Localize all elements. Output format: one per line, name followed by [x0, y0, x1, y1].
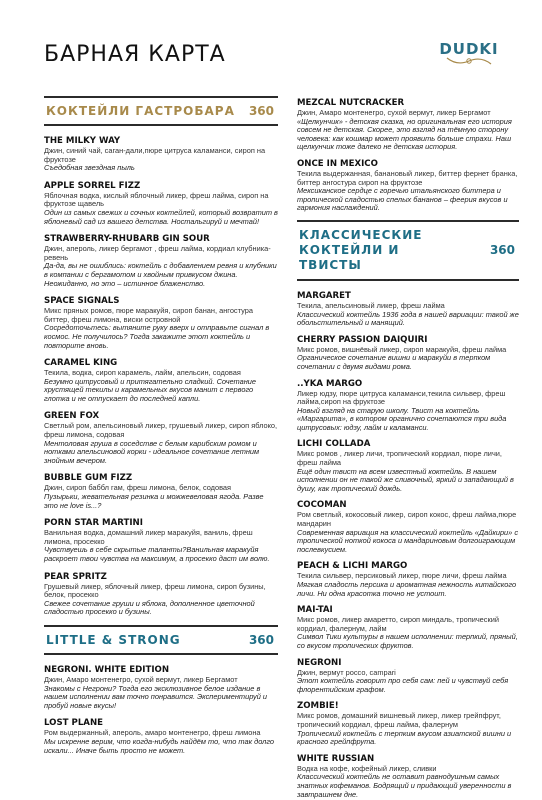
item-name: LICHI COLLADA [297, 439, 371, 450]
item-description: «Щелкунчик» - детская сказка, но оригинальная его история совсем не детская. Скорее, это взгляд на тёмную сторону человека: как кошмар может проявить больше страхи. Наш щелкунчик тоже далеко не детская история. [297, 116, 512, 152]
item-description: Один из самых свежих и сочных коктейлей, который возвратит в яблоневый сад из вашего детства. Ностальгируй и мечтай! [44, 207, 278, 226]
item-ingredients: Джин, апероль, ликер бергамот , фреш лайма, кордиал клубника-ревень [44, 244, 271, 262]
menu-item [44, 718, 278, 755]
item-name: CHERRY PASSION DAIQUIRI [297, 334, 428, 345]
item-description: Свежее сочетание груши и яблока, дополненное цветочной сладостью просекко и бузины. [44, 598, 255, 617]
item-name: NEGRONI. WHITE EDITION [44, 664, 170, 675]
section-header [44, 96, 278, 126]
item-ingredients: Светлый ром, апельсиновый ликер, грушевый ликер, сироп яблоко, фреш лимона, содовая [44, 421, 278, 440]
logo-text: DUDKI [439, 40, 499, 58]
menu-item [44, 181, 278, 226]
item-description: Классический коктейль 1936 года в нашей вариации: такой же обольстительный и манящий. [297, 309, 519, 328]
item-name: ..YKA MARGO [297, 378, 363, 389]
menu-item [297, 379, 519, 433]
item-ingredients: Текила, водка, сироп карамель, лайм, апельсин, содовая [44, 368, 241, 378]
menu-item [44, 572, 278, 617]
menu-item [44, 518, 278, 563]
item-name: ZOMBIE! [297, 701, 339, 712]
menu-item [44, 358, 278, 403]
section-header [297, 220, 519, 281]
menu-item [297, 291, 519, 328]
item-description: Символ Тики культуры в нашем исполнении: терпкий, пряный, со вкусом тропических фруктов. [297, 632, 518, 650]
item-ingredients: Ром выдержанный, апероль, амаро монтенегро, фреш лимона [44, 728, 261, 738]
menu-item [297, 98, 519, 152]
menu-item [297, 701, 519, 746]
menu-item [44, 665, 278, 710]
menu-item [297, 439, 519, 493]
item-name: MARGARET [297, 290, 351, 301]
menu-item [297, 500, 519, 554]
item-name: COCOMAN [297, 500, 347, 511]
item-name: NEGRONI [297, 657, 342, 668]
menu-item [297, 754, 519, 799]
item-ingredients: Грушевый ликер, яблочный ликер, фреш лимона, сироп бузины, белок, просекко [44, 581, 266, 600]
right-column [297, 98, 519, 800]
item-ingredients: Джин, Амаро монтенегро, сухой вермут, ликер Бергамот [297, 108, 491, 117]
item-ingredients: Ликер юдзу, пюре цитруса каламанси,текила сильвер, фреш лайма,сироп на фруктозе [297, 388, 506, 407]
menu-item [44, 136, 278, 173]
item-name: MAI-TAI [297, 605, 333, 616]
item-name: APPLE SORREL FIZZ [44, 180, 141, 191]
item-description: Ещё один твист на всем известный коктейль. В нашем исполнении он не такой же сливочный, яркий и западающий в душу, как тропический дождь. [297, 466, 514, 493]
item-description: Мягкая сладость персика и ароматная нежность китайского личи. Ни одна красотка точно не устоит. [297, 580, 517, 598]
item-name: GREEN FOX [44, 411, 100, 422]
section-title: КОКТЕЙЛИ ГАСТРОБАРА [46, 104, 235, 118]
item-name: BUBBLE GUM FIZZ [44, 473, 133, 484]
menu-item [297, 658, 519, 695]
item-ingredients: Яблочная водка, кислый яблочный ликер, фреш лайма, сироп на фруктозе щавель [44, 190, 269, 209]
item-ingredients: Микс ромов, вишнёвый ликер, сироп маракуйя, фреш лайма [297, 344, 507, 354]
item-ingredients: Ванильная водка, домашний ликер маракуйя, ваниль, фреш лимона, просекко [44, 528, 253, 546]
left-column [44, 96, 278, 763]
item-ingredients: Текила сильвер, персиковый ликер, пюре личи, фреш лайма [297, 571, 507, 581]
section-price: 360 [248, 104, 274, 118]
item-name: PORN STAR MARTINI [44, 518, 143, 529]
menu-section [297, 220, 519, 799]
item-name: STRAWBERRY-RHUBARB GIN SOUR [44, 234, 210, 245]
item-name: LOST PLANE [44, 718, 104, 729]
item-ingredients: Микс ромов, ликер амаретто, сироп миндаль, тропический кордиал, фалернум, лайм [297, 615, 499, 633]
item-name: THE MILKY WAY [44, 136, 121, 146]
item-description: Безумно цитрусовый и притягательно сладкий. Сочетание хрустящей текилы и карамельных вкусов манит с первого глотка и не отпускает до последней капли. [44, 376, 257, 403]
item-name: WHITE RUSSIAN [297, 753, 375, 764]
menu-item [44, 473, 278, 510]
item-name: MEZCAL NUTCRACKER [297, 98, 405, 108]
item-name: PEACH & LICHI MARGO [297, 561, 408, 572]
section-header [44, 625, 278, 655]
item-description: Сосредоточьтесь: вытяните руку вверх и отправьте сигнал в космос. Не получилось? Тогда закажите этот коктейль и повторите вновь. [44, 323, 270, 350]
item-description: Чувствуешь в себе скрытые таланты?Ванильная маракуйя раскроет твои чувства на максимум, а просекко даст им волю. [44, 545, 270, 563]
menu-item [297, 561, 519, 598]
item-description: Да-да, вы не ошиблись: коктейль с добавлением ревня и клубники в компании с бергамотом и хвойным привкусом джина. Неожиданно, но это – истинное блаженство. [44, 261, 277, 288]
section-price: 360 [489, 243, 515, 258]
menu-header [0, 0, 542, 80]
item-ingredients: Микс ромов, домашний вишневый ликер, ликер грейпфрут, тропический кордиал, фреш лайма, фалернум [297, 711, 501, 729]
page-title: БАРНАЯ КАРТА [44, 42, 226, 67]
menu-item [44, 411, 278, 465]
item-ingredients: Текила, апельсиновый ликер, фреш лайма [297, 300, 445, 310]
item-name: PEAR SPRITZ [44, 571, 107, 582]
menu-section [297, 98, 519, 213]
item-ingredients: Джин, Амаро монтенегро, сухой вермут, ликер Бергамот [44, 674, 238, 684]
section-title: КЛАССИЧЕСКИЕ КОКТЕЙЛИ И ТВИСТЫ [299, 227, 423, 272]
item-description: Органическое сочетание вишни и маракуйи в терпком сочетании с двумя видами рома. [297, 353, 491, 371]
menu-item [297, 335, 519, 372]
menu-item [297, 159, 519, 213]
item-ingredients: Джин, синий чай, саган-дали,пюре цитруса каламанси, сироп на фруктозе [44, 146, 266, 164]
item-ingredients: Микс ромов , ликер личи, тропический кордиал, пюре личи, фреш лайма [297, 449, 502, 468]
item-name: CARAMEL KING [44, 358, 118, 369]
item-description: Знакомы с Негрони? Тогда его эксклюзивное белое издание в нашем исполнении вам точно понравится. Экспериментируй и пробуй новые вкусы! [44, 683, 268, 710]
item-ingredients: Микс пряных ромов, пюре маракуйя, сироп банан, ангостура биттер, фреш лимона, виски островной [44, 306, 253, 324]
item-name: ONCE IN MEXICO [297, 158, 378, 169]
menu-section [44, 625, 278, 755]
section-price: 360 [248, 632, 274, 647]
menu-section [44, 96, 278, 617]
item-ingredients: Джин, сироп баббл гам, фреш лимона, белок, содовая [44, 483, 232, 493]
item-name: SPACE SIGNALS [44, 296, 120, 307]
item-description: Этот коктейль говорит про себя сам: пей и чувствуй себя флорентийским графом. [297, 676, 509, 694]
section-title: LITTLE & STRONG [46, 632, 181, 647]
item-description: Новый взгляд на старую школу. Твист на коктейль «Маргарита», в котором органично сочетаются три вида цитрусовых: юдзу, лайм и каламанси. [297, 405, 507, 432]
item-description: Пузырьки, жевательная резинка и можжевеловая ягода. Разве это не love is...? [44, 492, 264, 510]
menu-item [44, 234, 278, 288]
item-description: Мы искренне верим, что когда-нибудь найдём то, что так долго искали... Иначе быть просто не может. [44, 736, 274, 755]
item-ingredients: Водка на кофе, кофейный ликер, сливки [297, 763, 437, 773]
item-description: Тропический коктейль с терпким вкусом азиатской вишни и красного грейпфрута. [297, 728, 512, 747]
logo-ornament-icon [445, 56, 493, 66]
item-description: Классический коктейль не оставит равнодушным самых знатных кофеманов. Бодрящий и придающий уверенности в завтрашнем дне. [297, 772, 512, 799]
item-description: Съедобная звездная пыль [44, 163, 135, 173]
item-ingredients: Ром светлый, кокосовый ликер, сироп кокос, фреш лайма,пюре мандарин [297, 510, 517, 529]
item-description: Современная вариация на классический коктейль «Дайкири» с тропической ноткой кокоса и мандариновым долгоиграющим послевкусием. [297, 527, 519, 554]
dudki-logo [437, 40, 501, 66]
menu-item [44, 296, 278, 350]
item-description: Ментоловая груша в соседстве с белым карибским ромом и нотками апельсиновой корки - идеальное сочетание летним знойным вечером. [44, 438, 260, 465]
item-ingredients: Джин, вермут россо, campari [297, 667, 396, 677]
item-description: Мексиканское сердце с горечью итальянского биттера и тропической сладостью спелых бананов – феерия вкусов и гармония наслаждений. [297, 186, 508, 213]
item-ingredients: Текила выдержанная, банановый ликер, биттер фернет бранка, биттер ангостура сироп на фруктозе [297, 168, 518, 187]
menu-item [297, 605, 519, 650]
